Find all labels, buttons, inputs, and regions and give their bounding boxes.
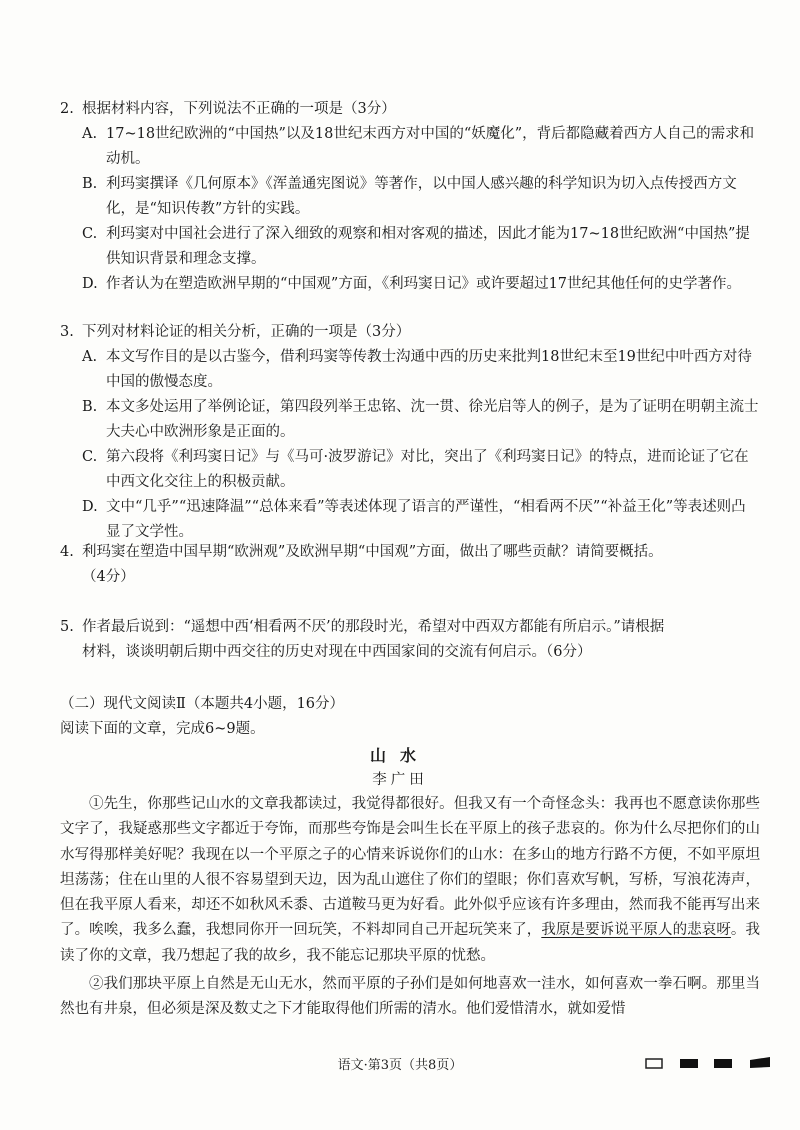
solid-mark xyxy=(714,1059,732,1068)
option-text: 本文写作目的是以古鉴今，借利玛窦等传教士沟通中西的历史来批判18世纪末至19世纪中叶西方对待中国的傲慢态度。 xyxy=(106,349,752,390)
option-text: 第六段将《利玛窦日记》与《马可·波罗游记》对比，突出了《利玛窦日记》的特点，进而论证了它在中西文化交往上的积极贡献。 xyxy=(106,449,749,490)
underlined-sentence: 我原是要诉说平原人的悲哀呀 xyxy=(541,922,731,939)
solid-mark xyxy=(680,1059,698,1068)
option-text: 17~18世纪欧洲的“中国热”以及18世纪末西方对中国的“妖魔化”，背后都隐藏着西方人自己的需求和动机。 xyxy=(106,126,755,167)
question-number: 5. xyxy=(60,619,74,635)
question-stem xyxy=(60,320,760,345)
essay-author: 李广田 xyxy=(372,772,428,788)
option-letter: B. xyxy=(82,399,98,415)
question-number: 3. xyxy=(60,324,74,340)
question-text: 利玛窦在塑造中国早期“欧洲观”及欧洲早期“中国观”方面，做出了哪些贡献？请简要概括。 xyxy=(82,544,663,560)
option-letter: A. xyxy=(82,349,98,365)
option-text: 利玛窦对中国社会进行了深入细致的观察和相对客观的描述，因此才能为17~18世纪欧洲“中国热”提供知识背景和理念支撑。 xyxy=(106,226,750,267)
question-text-continued: 材料，谈谈明朝后期中西交往的历史对现在中西国家间的交流有何启示。（6分） xyxy=(82,644,592,660)
option-a xyxy=(60,122,760,172)
essay-body xyxy=(60,792,760,1023)
option-letter: C. xyxy=(82,226,98,242)
solid-mark xyxy=(750,1057,770,1068)
option-d xyxy=(60,272,760,297)
option-b xyxy=(60,172,760,222)
section-2 xyxy=(60,692,760,742)
option-text: 利玛窦撰译《几何原本》《浑盖通宪图说》等著作，以中国人感兴趣的科学知识为切入点传授西方文化，是“知识传教”方针的实践。 xyxy=(106,176,737,217)
option-text: 作者认为在塑造欧洲早期的“中国观”方面，《利玛窦日记》或许要超过17世纪其他任何的史学著作。 xyxy=(106,276,742,292)
option-c xyxy=(60,445,760,495)
question-number: 2. xyxy=(60,101,74,117)
option-b xyxy=(60,395,760,445)
question-text: 下列对材料论证的相关分析，正确的一项是（3分） xyxy=(82,324,411,340)
option-a xyxy=(60,345,760,395)
paragraph-text: 。我读了你的文章，我乃想起了我的故乡，我不能忘记那块平原的忧愁。 xyxy=(60,922,761,964)
question-3 xyxy=(60,320,760,545)
question-stem xyxy=(60,615,760,640)
section-heading: （二）现代文阅读Ⅱ（本题共4小题，16分） xyxy=(60,696,345,712)
paragraph-text: ①先生，你那些记山水的文章我都读过，我觉得都很好。但我又有一个奇怪念头：我再也不愿意读你那些文字了，我疑惑那些文字都近于夸饰，而那些夸饰是会叫生长在平原上的孩子悲哀的。你为什么尽把你们的山水写得那样美好呢？我现在以一个平原之子的心情来诉说你们的山水：在多山的地方行路不方便，不如平原坦坦荡荡；住在山里的人很不容易望到天边，因为乱山遮住了你们的望眼；你们喜欢写帆，写桥，写浪花涛声，但在我平原人看来，却还不如秋风禾黍、古道鞍马更为好看。此外似乎应该有许多理由，然而我不能再写出来了。唉唉，我多么蠢，我想同你开一回玩笑，不料却同自己开起玩笑来了， xyxy=(60,796,760,939)
option-letter: A. xyxy=(82,126,98,142)
option-text: 本文多处运用了举例论证，第四段列举王忠铭、沈一贯、徐光启等人的例子，是为了证明在明朝主流士大夫心中欧洲形象是正面的。 xyxy=(106,399,759,440)
question-stem xyxy=(60,540,760,565)
option-letter: D. xyxy=(82,499,98,515)
question-stem xyxy=(60,97,760,122)
option-d xyxy=(60,495,760,545)
question-4 xyxy=(60,540,760,590)
section-instruction: 阅读下面的文章，完成6~9题。 xyxy=(60,721,265,737)
question-2 xyxy=(60,97,760,297)
option-letter: D. xyxy=(82,276,98,292)
question-5 xyxy=(60,615,760,665)
registration-marks xyxy=(644,1056,774,1070)
question-text: 作者最后说到：“遥想中西‘相看两不厌’的那段时光，希望对中西双方都能有所启示。”请根据 xyxy=(82,619,665,635)
option-letter: C. xyxy=(82,449,98,465)
option-letter: B. xyxy=(82,176,98,192)
page-footer: 语文·第3页（共8页） xyxy=(337,1058,463,1073)
essay-paragraph-1 xyxy=(60,792,760,969)
essay-title: 山水 xyxy=(369,746,430,765)
question-text: 根据材料内容，下列说法不正确的一项是（3分） xyxy=(82,101,396,117)
option-c xyxy=(60,222,760,272)
essay-paragraph-2: ②我们那块平原上自然是无山无水，然而平原的子孙们是如何地喜欢一洼水，如何喜欢一拳石啊。那里当然也有井泉，但必须是深及数丈之下才能取得他们所需的清水。他们爱惜清水，就如爱惜 xyxy=(60,976,760,1018)
question-score: （4分） xyxy=(82,569,135,585)
question-number: 4. xyxy=(60,544,74,560)
option-text: 文中“几乎”“迅速降温”“总体来看”等表述体现了语言的严谨性，“相看两不厌”“补益王化”等表述则凸显了文学性。 xyxy=(106,499,746,540)
hollow-mark xyxy=(646,1059,662,1068)
